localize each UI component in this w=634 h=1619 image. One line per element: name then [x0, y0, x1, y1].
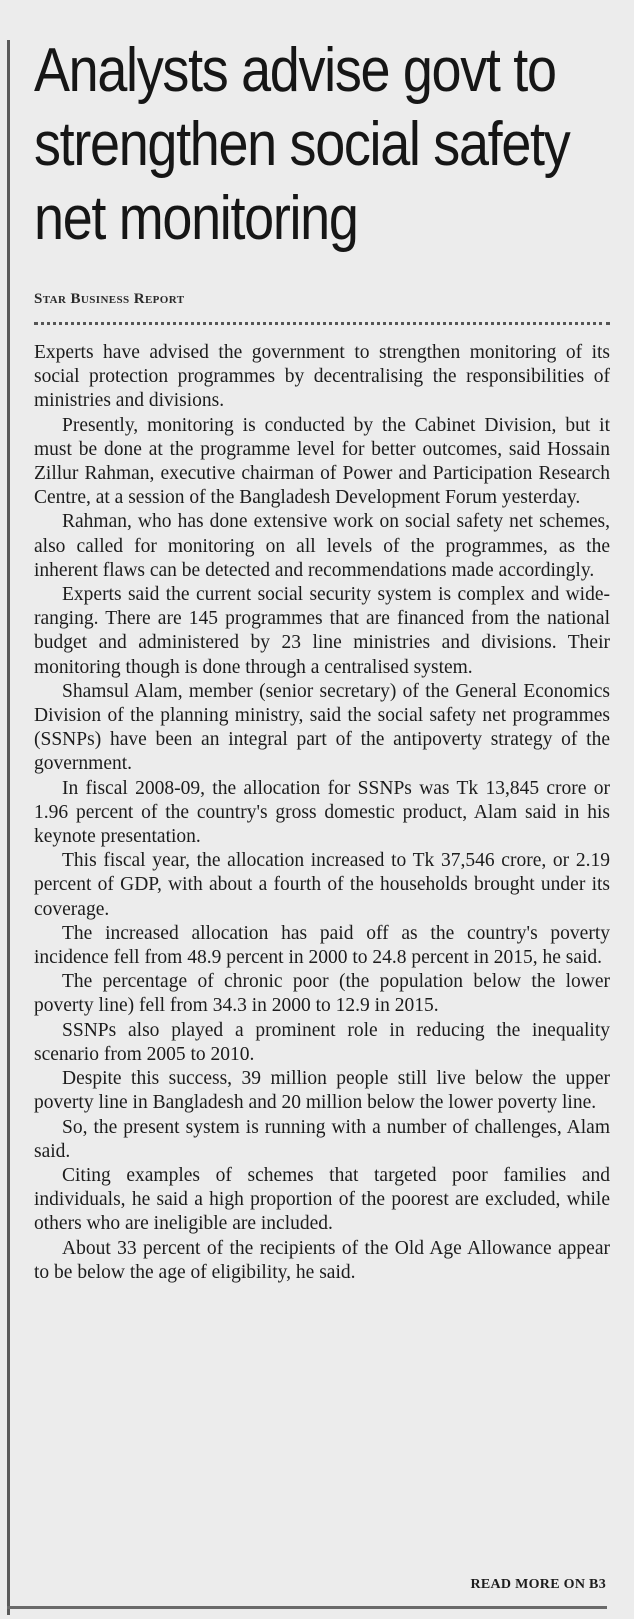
paragraph: Experts have advised the government to strengthen monitoring of its social protection programmes by decentralising the responsibilities of ministries and divisions. [34, 342, 610, 412]
bottom-rule [7, 1606, 607, 1609]
paragraph: SSNPs also played a prominent role in reducing the inequality scenario from 2005 to 2010. [34, 1019, 610, 1065]
read-more-link[interactable]: READ MORE ON B3 [470, 1577, 606, 1592]
paragraph: In fiscal 2008-09, the allocation for SSNPs was Tk 13,845 crore or 1.96 percent of the country's gross domestic product, Alam said in his keynote presentation. [34, 777, 610, 848]
dotted-divider [34, 322, 610, 325]
paragraph: The increased allocation has paid off as the country's poverty incidence fell from 48.9 percent in 2000 to 24.8 percent in 2015, he said. [34, 922, 610, 969]
paragraph: Shamsul Alam, member (senior secretary) of the General Economics Division of the planning ministry, said the social safety net programmes (SSNPs) have been an integral part of the antipoverty strategy of the government. [34, 680, 610, 775]
paragraph: Experts said the current social security system is complex and wide-ranging. There are 145 programmes that are financed from the national budget and administered by 23 line ministries and divisions. Their monitoring though is done through a centralised system. [34, 584, 610, 678]
headline [34, 34, 570, 256]
paragraph: Despite this success, 39 million people still live below the upper poverty line in Bangladesh and 20 million below the lower poverty line. [34, 1068, 610, 1114]
byline: Star Business Report [34, 291, 185, 307]
paragraph: The percentage of chronic poor (the population below the lower poverty line) fell from 34.3 in 2000 to 12.9 in 2015. [34, 971, 610, 1017]
paragraph: This fiscal year, the allocation increased to Tk 37,546 crore, or 2.19 percent of GDP, with about a fourth of the households brought under its coverage. [34, 850, 610, 920]
paragraph: So, the present system is running with a number of challenges, Alam said. [34, 1116, 610, 1162]
paragraph: About 33 percent of the recipients of the Old Age Allowance appear to be below the age of eligibility, he said. [34, 1237, 610, 1283]
article-body [34, 341, 610, 1285]
column-rule-left [7, 40, 10, 1615]
headline-line: Analysts advise govt to [34, 36, 556, 105]
headline-line: net monitoring [34, 184, 358, 253]
headline-line: strengthen social safety [34, 110, 570, 179]
paragraph: Citing examples of schemes that targeted poor families and individuals, he said a high proportion of the poorest are excluded, while others who are ineligible are included. [34, 1164, 610, 1235]
paragraph: Rahman, who has done extensive work on social safety net schemes, also called for monitoring on all levels of the programmes, as the inherent flaws can be detected and recommendations made accordingly. [34, 511, 610, 581]
paragraph: Presently, monitoring is conducted by the Cabinet Division, but it must be done at the programme level for better outcomes, said Hossain Zillur Rahman, executive chairman of Power and Participation Research Centre, at a session of the Bangladesh Development Forum yesterday. [34, 414, 610, 509]
